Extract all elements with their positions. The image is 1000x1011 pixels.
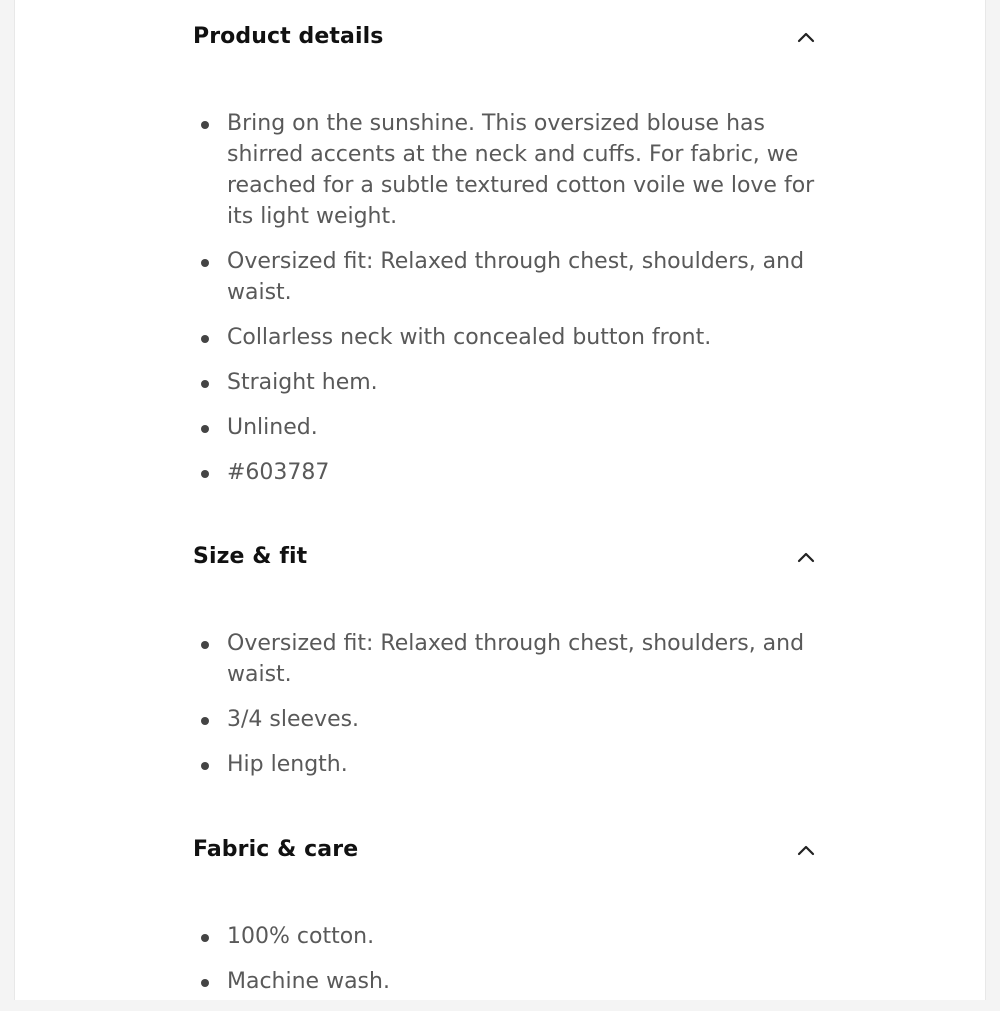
size-fit-header[interactable] [193, 542, 833, 572]
fabric-care-section [193, 835, 833, 994]
list-item: #603787 [193, 457, 827, 488]
size-fit-list [193, 628, 833, 794]
fabric-care-title: Fabric & care [193, 837, 359, 862]
list-item: Machine wash. [193, 966, 827, 997]
chevron-up-icon[interactable] [796, 843, 816, 857]
list-item: Unlined. [193, 412, 827, 443]
list-item: Straight hem. [193, 367, 827, 398]
product-details-section [193, 22, 833, 485]
list-item: Collarless neck with concealed button front. [193, 322, 827, 353]
chevron-up-icon[interactable] [796, 30, 816, 44]
fabric-care-list [193, 921, 833, 1011]
list-item: Bring on the sunshine. This oversized blouse has shirred accents at the neck and cuffs. For fabric, we reached for a subtle textured cotton voile we love for its light weight. [193, 108, 827, 232]
product-details-title: Product details [193, 24, 384, 49]
list-item: 3/4 sleeves. [193, 704, 827, 735]
size-fit-title: Size & fit [193, 544, 308, 569]
list-item: Oversized fit: Relaxed through chest, shoulders, and waist. [193, 246, 827, 308]
fabric-care-header[interactable] [193, 835, 833, 865]
list-item: 100% cotton. [193, 921, 827, 952]
product-details-list [193, 108, 833, 502]
product-details-header[interactable] [193, 22, 833, 52]
list-item: Hip length. [193, 749, 827, 780]
list-item: Oversized fit: Relaxed through chest, shoulders, and waist. [193, 628, 827, 690]
size-fit-section [193, 542, 833, 777]
product-info-panel [14, 0, 986, 1000]
chevron-up-icon[interactable] [796, 550, 816, 564]
